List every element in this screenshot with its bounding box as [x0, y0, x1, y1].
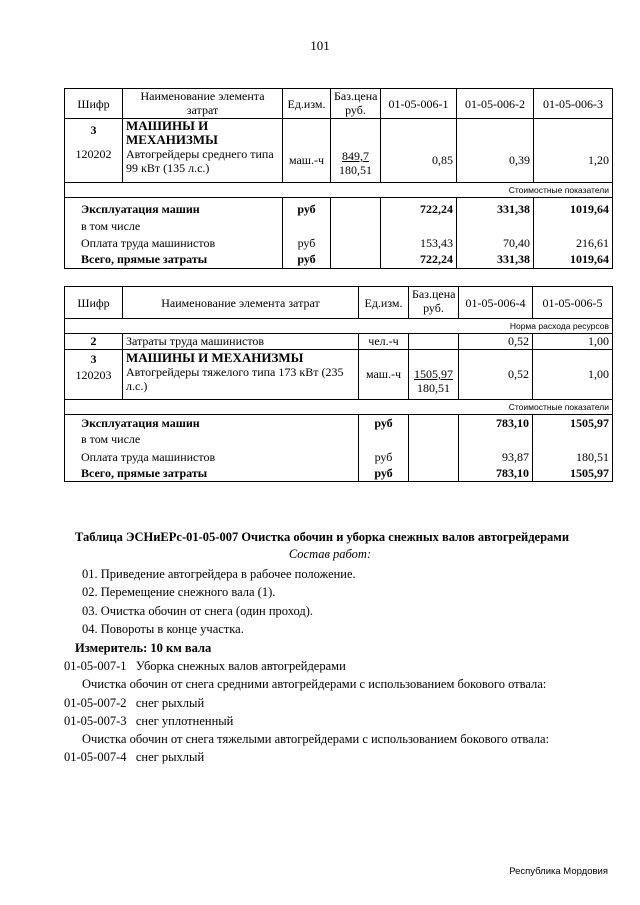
work-step: 02. Перемещение снежного вала (1).	[82, 585, 276, 599]
summary-value: 722,24	[381, 251, 457, 268]
labor-unit: чел.-ч	[359, 334, 409, 350]
summary-unit: руб	[283, 234, 331, 251]
machine-name: Автогрейдеры тяжелого типа 173 кВт (235 л.с.)	[126, 365, 344, 393]
machine-code: 120203	[75, 368, 112, 382]
summary-row	[65, 448, 613, 465]
section-title: Таблица ЭСНиЕРс-01-05-007 Очистка обочин и уборка снежных валов автогрейдерами	[75, 530, 570, 544]
machine-unit: маш.-ч	[359, 350, 409, 400]
summary-row	[65, 431, 613, 448]
work-step: 04. Повороты в конце участка.	[82, 622, 244, 636]
summary-unit: руб	[283, 198, 331, 217]
price-bottom: 180,51	[339, 163, 372, 177]
summary-label: Оплата труда машинистов	[65, 234, 283, 251]
item-code: 01-05-007-3	[64, 714, 127, 728]
list-note: Очистка обочин от снега средними автогрейдерами с использованием бокового отвала:	[82, 677, 547, 691]
summary-unit: руб	[359, 415, 409, 431]
summary-label: Всего, прямые затраты	[65, 465, 359, 482]
machine-code: 120202	[75, 147, 112, 161]
summary-value: 93,87	[459, 448, 533, 465]
header-price: Баз.цена руб.	[409, 287, 459, 319]
summary-row	[65, 216, 613, 234]
summary-value: 180,51	[533, 448, 613, 465]
summary-label: в том числе	[65, 216, 283, 234]
section-title: МАШИНЫ И МЕХАНИЗМЫ	[126, 118, 218, 147]
band-row	[65, 400, 613, 415]
summary-label: Эксплуатация машин	[65, 198, 283, 217]
section-number: 3	[90, 352, 97, 366]
item-text: снег рыхлый	[135, 750, 205, 764]
summary-value: 331,38	[457, 198, 534, 217]
item-code: 01-05-007-4	[64, 750, 127, 764]
summary-value: 722,24	[381, 198, 457, 217]
header-code: Шифр	[65, 89, 123, 119]
list-item	[64, 749, 204, 765]
resource-table-1	[64, 88, 613, 269]
summary-value: 70,40	[457, 234, 534, 251]
header-unit: Ед.изм.	[283, 89, 331, 119]
item-text: снег рыхлый	[135, 696, 205, 710]
price-bottom: 180,51	[417, 381, 450, 395]
labor-number: 2	[65, 334, 123, 350]
section-subtitle: Состав работ:	[288, 547, 372, 561]
machine-row	[65, 119, 613, 183]
section-number: 3	[90, 123, 97, 137]
item-text: снег уплотненный	[135, 714, 234, 728]
labor-row	[65, 334, 613, 350]
summary-unit: руб	[359, 448, 409, 465]
summary-unit: руб	[283, 251, 331, 268]
summary-row	[65, 465, 613, 482]
summary-label: Оплата труда машинистов	[65, 448, 359, 465]
summary-row	[65, 234, 613, 251]
machine-unit: маш.-ч	[283, 119, 331, 183]
machine-value: 0,52	[459, 350, 533, 400]
summary-label: в том числе	[65, 431, 359, 448]
summary-value: 216,61	[534, 234, 613, 251]
summary-label: Всего, прямые затраты	[65, 251, 283, 268]
summary-label: Эксплуатация машин	[65, 415, 359, 431]
header-col: 01-05-006-3	[534, 89, 613, 119]
summary-value: 1019,64	[534, 198, 613, 217]
measure-unit: Измеритель: 10 км вала	[75, 641, 212, 655]
summary-value: 783,10	[459, 415, 533, 431]
price-top: 1505,97	[414, 367, 453, 381]
summary-row	[65, 198, 613, 217]
list-item	[64, 658, 346, 674]
summary-value: 153,43	[381, 234, 457, 251]
table-header-row	[65, 287, 613, 319]
labor-name: Затраты труда машинистов	[123, 334, 359, 350]
machine-name: Автогрейдеры среднего типа 99 кВт (135 л.с.)	[126, 147, 274, 175]
band-label: Стоимостные показатели	[65, 400, 613, 415]
resource-table-2	[64, 286, 613, 482]
item-text: Уборка снежных валов автогрейдерами	[135, 659, 346, 673]
summary-unit: руб	[359, 465, 409, 482]
list-item	[64, 713, 233, 729]
summary-value: 1019,64	[534, 251, 613, 268]
summary-value: 783,10	[459, 465, 533, 482]
work-step: 03. Очистка обочин от снега (один проход).	[82, 604, 314, 618]
price-top: 849,7	[342, 149, 369, 163]
summary-value: 1505,97	[533, 415, 613, 431]
band-label: Норма расхода ресурсов	[65, 319, 613, 334]
table-header-row	[65, 89, 613, 119]
list-item	[64, 695, 204, 711]
labor-value: 1,00	[533, 334, 613, 350]
header-name: Наименование элемента затрат	[123, 287, 359, 319]
summary-value: 331,38	[457, 251, 534, 268]
summary-row	[65, 251, 613, 268]
section-title: МАШИНЫ И МЕХАНИЗМЫ	[126, 350, 304, 365]
item-code: 01-05-007-1	[64, 659, 127, 673]
machine-value: 1,00	[533, 350, 613, 400]
header-code: Шифр	[65, 287, 123, 319]
header-col: 01-05-006-5	[533, 287, 613, 319]
machine-value: 1,20	[534, 119, 613, 183]
summary-row	[65, 415, 613, 431]
machine-value: 0,85	[381, 119, 457, 183]
item-code: 01-05-007-2	[64, 696, 127, 710]
header-price: Баз.цена руб.	[331, 89, 381, 119]
band-row	[65, 319, 613, 334]
band-row	[65, 183, 613, 198]
machine-value: 0,39	[457, 119, 534, 183]
list-note: Очистка обочин от снега тяжелыми автогрейдерами с использованием бокового отвала:	[82, 732, 550, 746]
labor-value: 0,52	[459, 334, 533, 350]
band-label: Стоимостные показатели	[65, 183, 613, 198]
machine-row	[65, 350, 613, 400]
summary-value: 1505,97	[533, 465, 613, 482]
header-col: 01-05-006-1	[381, 89, 457, 119]
header-col: 01-05-006-2	[457, 89, 534, 119]
header-col: 01-05-006-4	[459, 287, 533, 319]
header-unit: Ед.изм.	[359, 287, 409, 319]
page-number: 101	[310, 38, 330, 53]
footer-region: Республика Мордовия	[509, 866, 608, 877]
work-step: 01. Приведение автогрейдера в рабочее положение.	[82, 567, 356, 581]
header-name: Наименование элемента затрат	[123, 89, 283, 119]
